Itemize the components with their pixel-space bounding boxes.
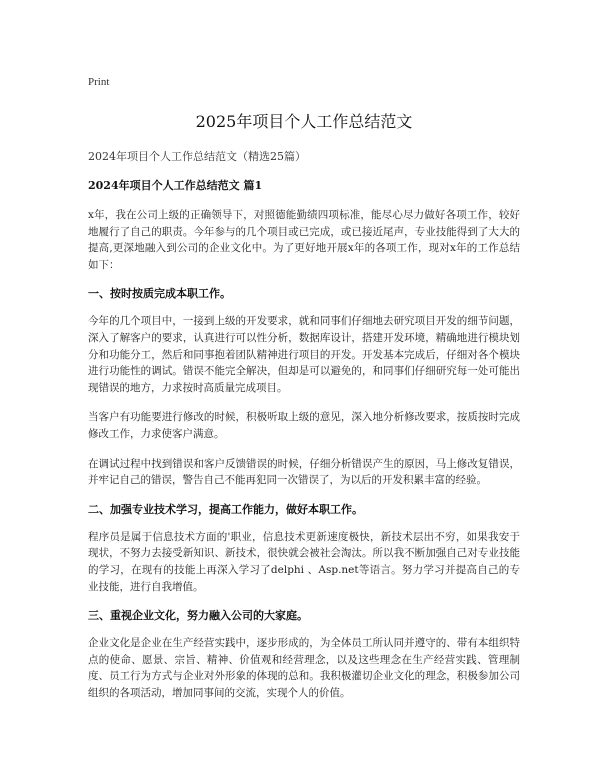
section-heading: 一、按时按质完成本职工作。	[88, 287, 231, 301]
section-3-paragraph-1: 企业文化是企业在生产经营实践中，逐步形成的，为全体员工所认同并遵守的、带有本组织特点的使命、愿景、宗旨、精神、价值观和经营理念，以及这些理念在生产经营实践、管理制度、员工行为方式与企业对外形象的体现的总和。我积极灌切企业文化的理念，积极参加公司组织的各项活动，增加同事间的交流，实现个人的价值。	[88, 637, 520, 699]
document-subtitle: 2024年项目个人工作总结范文（精选25篇）	[88, 150, 306, 163]
section-1-paragraph-1: 今年的几个项目中，一接到上级的开发要求，就和同事们仔细地去研究项目开发的细节问题，深入了解客户的要求，认真进行可以性分析，数据库设计，搭建开发环境，精确地进行模块划分和功能分工，然后和同事抱着团队精神进行项目的开发。开发基本完成后，仔细对各个模块进行功能性的调试。错误不能完全解决，但却是可以避免的，和同事们仔细研究每一处可能出现错误的地方，力求按时高质量完成项目。	[88, 315, 520, 394]
document-title: 2025年项目个人工作总结范文	[195, 112, 413, 131]
print-link[interactable]: Print	[88, 76, 110, 88]
intro-paragraph: x年，我在公司上级的正确领导下，对照德能勤绩四项标准，能尽心尽力做好各项工作，较好地履行了自己的职责。今年参与的几个项目或已完成，或已接近尾声，专业技能得到了大大的提高,更深地融入到公司的企业文化中。为了更好地开展x年的各项工作，现对x年的工作总结如下：	[88, 209, 520, 271]
section-1-paragraph-2: 当客户有功能要进行修改的时候，积极听取上级的意见，深入地分析修改要求，按质按时完成修改工作，力求使客户满意。	[88, 411, 520, 440]
section-heading: 三、重视企业文化，努力融入公司的大家庭。	[88, 609, 308, 623]
section-2-paragraph-1: 程序员是属于信息技术方面的'职业，信息技术更新速度极快，新技术层出不穷，如果我安于现状，不努力去接受新知识、新技术，很快就会被社会淘汰。所以我不断加强自己对专业技能的学习，在现有的技能上再深入学习了delphi 、Asp.net等语言。努力学习并提高自己的专业技能，进行自我增值。	[88, 530, 520, 593]
article-title: 2024年项目个人工作总结范文 篇1	[88, 179, 263, 192]
section-1-paragraph-3: 在调试过程中找到错误和客户反馈错误的时候，仔细分析错误产生的原因，马上修改复错误，并牢记自己的错误，警告自己不能再犯同一次错误了，为以后的开发积累丰富的经验。	[88, 457, 520, 487]
section-heading: 二、加强专业技术学习，提高工作能力，做好本职工作。	[88, 502, 363, 516]
document-page	[88, 70, 520, 712]
